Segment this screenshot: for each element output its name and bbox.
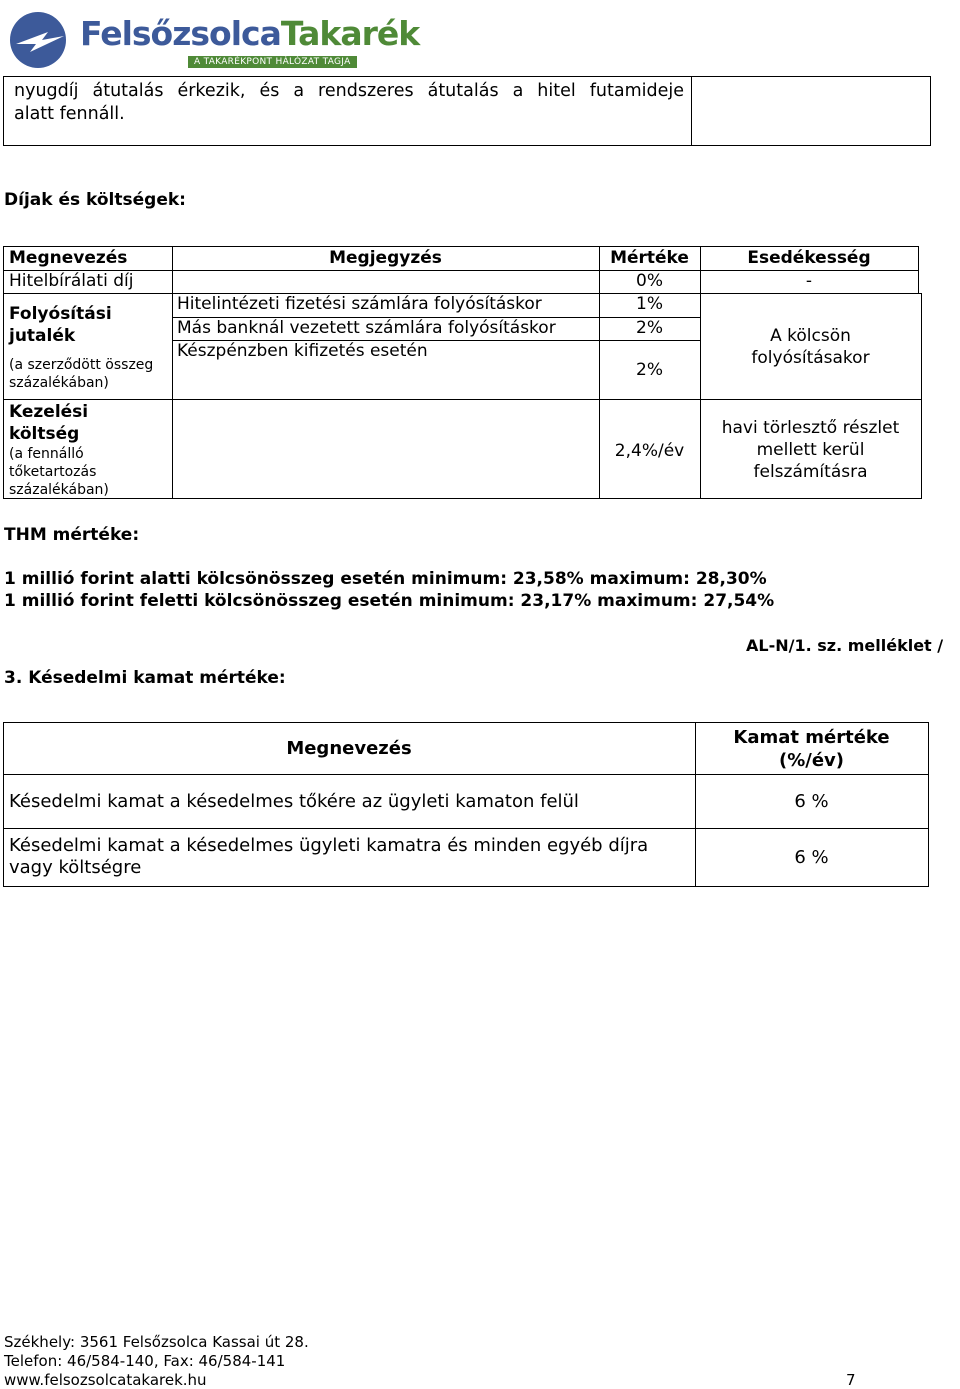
disbursement-fee-sub-2: százalékában) [9,375,109,391]
delay-rule [3,886,929,887]
bank-logo [8,4,420,72]
management-fee-name-1: Kezelési [9,402,89,422]
thm-line-2: 1 millió forint feletti kölcsönösszeg esetén minimum: 23,17% maximum: 27,54% [4,591,775,611]
fees-heading: Díjak és költségek: [4,190,186,210]
disbursement-rate-1: 1% [636,294,663,314]
header-note: Megjegyzés [329,248,442,268]
disbursement-fee-name-2: jutalék [9,326,76,346]
fees-rule [172,246,173,499]
evaluation-fee-due: - [805,271,813,291]
disbursement-rate-2: 2% [636,318,663,338]
disbursement-due-1: A kölcsön [770,326,851,346]
delay-row-1-rate: 6 % [794,791,829,812]
fees-rule [3,246,919,247]
fees-rule [3,498,922,499]
delay-rule [3,828,929,829]
footer-phone: Telefon: 46/584-140, Fax: 46/584-141 [4,1352,286,1370]
logo-tagline: A TAKARÉKPONT HÁLÓZAT TAGJA [188,56,357,68]
delay-heading: 3. Késedelmi kamat mértéke: [4,668,286,688]
management-due-1: havi törlesztő részlet [721,418,900,438]
delay-header-rate-2: (%/év) [778,750,844,771]
header-rate: Mértéke [610,248,689,268]
management-fee-sub-2: tőketartozás [9,464,97,480]
page-number: 7 [846,1371,856,1389]
delay-rule [3,722,929,723]
delay-row-2-name-1: Késedelmi kamat a késedelmes ügyleti kamatra és minden egyéb díjra [9,835,649,856]
disbursement-due-2: folyósításakor [751,348,870,368]
disbursement-note-3: Készpénzben kifizetés esetén [177,341,428,361]
management-fee-rate: 2,4%/év [614,441,685,461]
management-fee-name-2: költség [9,424,80,444]
delay-row-1-name: Késedelmi kamat a késedelmes tőkére az ügyleti kamaton felül [9,791,579,812]
delay-rule [928,722,929,887]
management-due-3: felszámításra [753,462,868,482]
fees-rule [921,293,922,499]
footer-website: www.felsozsolcatakarek.hu [4,1371,207,1389]
disbursement-fee-sub-1: (a szerződött összeg [9,357,154,373]
management-fee-sub-3: százalékában) [9,482,109,498]
fees-rule [3,246,4,499]
fees-rule [918,246,919,294]
annex-reference: AL-N/1. sz. melléklet / [746,636,944,655]
logo-wordmark: FelsőzsolcaTakarék [80,14,420,53]
delay-header-rate-1: Kamat mértéke [733,727,890,748]
intro-box-divider [691,77,692,145]
delay-rule [3,774,929,775]
intro-box [3,76,931,146]
header-name: Megnevezés [9,248,128,268]
disbursement-note-2: Más banknál vezetett számlára folyósításkor [177,318,556,338]
intro-line-1: nyugdíj átutalás érkezik, és a rendszeres átutalás a hitel futamideje [14,81,684,101]
delay-row-2-name-2: vagy költségre [9,857,142,878]
thm-heading: THM mértéke: [4,525,140,545]
disbursement-note-1: Hitelintézeti fizetési számlára folyósításkor [177,294,542,314]
management-due-2: mellett kerül [756,440,865,460]
evaluation-fee-name: Hitelbírálati díj [9,271,134,291]
delay-header-name: Megnevezés [286,738,412,759]
disbursement-rate-3: 2% [636,360,663,380]
disbursement-fee-name-1: Folyósítási [9,304,112,324]
logo-emblem-icon [8,10,72,70]
thm-line-1: 1 millió forint alatti kölcsönösszeg esetén minimum: 23,58% maximum: 28,30% [4,569,767,589]
fees-rule [3,399,922,400]
delay-row-2-rate: 6 % [794,847,829,868]
intro-line-2: alatt fennáll. [14,104,125,124]
footer-address: Székhely: 3561 Felsőzsolca Kassai út 28. [4,1333,309,1351]
evaluation-fee-rate: 0% [636,271,663,291]
management-fee-sub-1: (a fennálló [9,446,84,462]
header-due: Esedékesség [747,248,871,268]
